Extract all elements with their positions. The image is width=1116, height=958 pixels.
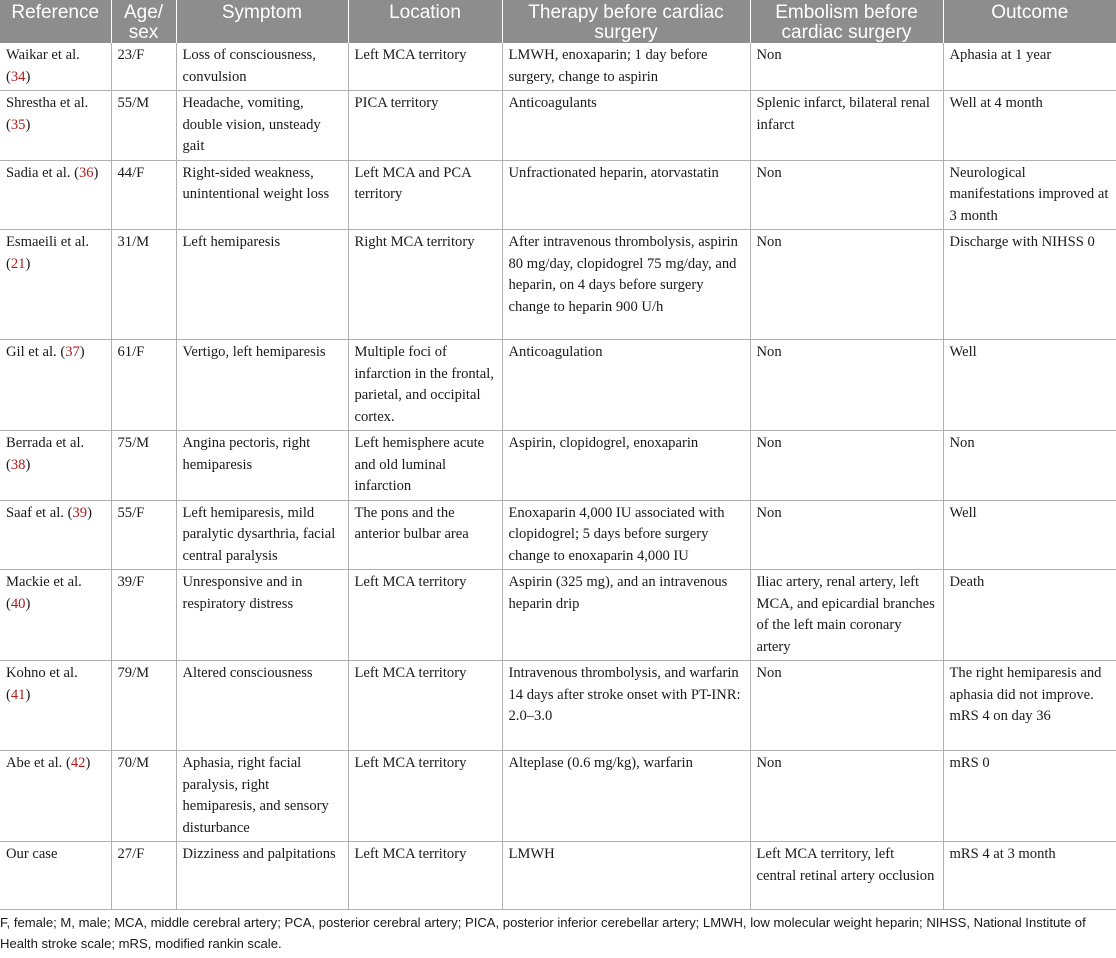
reference-link[interactable]: 35 bbox=[10, 116, 26, 133]
table-row bbox=[0, 431, 1116, 501]
header-reference: Reference bbox=[0, 0, 111, 43]
cell-reference bbox=[0, 160, 111, 230]
cell-location: PICA territory bbox=[348, 91, 502, 161]
cell-outcome: Aphasia at 1 year bbox=[943, 43, 1116, 91]
reference-author: Saaf et al. bbox=[6, 504, 64, 521]
reference-author: Kohno et al. bbox=[6, 665, 78, 681]
cell-therapy: Unfractionated heparin, atorvastatin bbox=[502, 160, 750, 230]
cell-symptom: Loss of consciousness, convulsion bbox=[176, 43, 348, 91]
cell-embolism: Non bbox=[750, 500, 943, 570]
reference-paren-close: ) bbox=[25, 456, 31, 473]
cell-reference bbox=[0, 431, 111, 501]
footnote-line-2: Health stroke scale; mRS, modified rankin scale. bbox=[0, 936, 282, 951]
cell-outcome: mRS 0 bbox=[943, 751, 1116, 842]
cell-symptom: Headache, vomiting, double vision, unsteady gait bbox=[176, 91, 348, 161]
reference-link[interactable]: 37 bbox=[65, 344, 80, 360]
cell-outcome: Well bbox=[943, 500, 1116, 570]
cell-therapy: After intravenous thrombolysis, aspirin 80 mg/day, clopidogrel 75 mg/day, and heparin, on 4 days before surgery change to heparin 900 U/h bbox=[502, 230, 750, 340]
cell-age-sex: 55/M bbox=[111, 91, 176, 161]
cell-therapy: Alteplase (0.6 mg/kg), warfarin bbox=[502, 751, 750, 842]
cell-age-sex: 23/F bbox=[111, 43, 176, 91]
cell-age-sex: 27/F bbox=[111, 842, 176, 910]
cell-reference bbox=[0, 751, 111, 842]
reference-paren-open: ( bbox=[63, 504, 73, 521]
reference-paren-open: ( bbox=[6, 116, 11, 133]
header-age-sex: Age/ sex bbox=[111, 0, 176, 43]
reference-author: Berrada et al. bbox=[6, 435, 85, 451]
reference-paren-close: ) bbox=[87, 504, 92, 521]
reference-link[interactable]: 42 bbox=[70, 755, 86, 771]
cell-outcome: Discharge with NIHSS 0 bbox=[943, 230, 1116, 340]
cell-outcome: mRS 4 at 3 month bbox=[943, 842, 1116, 910]
reference-paren-open: ( bbox=[6, 255, 11, 272]
cell-embolism: Non bbox=[750, 43, 943, 91]
cell-reference bbox=[0, 661, 111, 751]
cell-reference bbox=[0, 500, 111, 570]
header-symptom: Symptom bbox=[176, 0, 348, 43]
reference-paren-close: ) bbox=[85, 755, 91, 771]
cell-age-sex: 79/M bbox=[111, 661, 176, 751]
reference-paren-close: ) bbox=[25, 255, 31, 272]
reference-author: Gil et al. bbox=[6, 344, 57, 360]
cell-therapy: LMWH bbox=[502, 842, 750, 910]
cell-symptom: Vertigo, left hemiparesis bbox=[176, 340, 348, 431]
cell-age-sex: 55/F bbox=[111, 500, 176, 570]
reference-author: Our case bbox=[6, 846, 58, 862]
table-row bbox=[0, 661, 1116, 751]
cell-symptom: Dizziness and palpitations bbox=[176, 842, 348, 910]
cell-location: Left MCA territory bbox=[348, 751, 502, 842]
reference-paren-open: ( bbox=[6, 68, 11, 85]
cell-therapy: Intravenous thrombolysis, and warfarin 14 days after stroke onset with PT-INR: 2.0–3.0 bbox=[502, 661, 750, 751]
reference-link[interactable]: 21 bbox=[10, 255, 26, 272]
cell-age-sex: 70/M bbox=[111, 751, 176, 842]
table-row bbox=[0, 570, 1116, 661]
table-body bbox=[0, 43, 1116, 910]
reference-author: Mackie et al. bbox=[6, 574, 82, 590]
reference-paren-close: ) bbox=[93, 164, 99, 181]
cell-embolism: Non bbox=[750, 340, 943, 431]
cell-therapy: Anticoagulants bbox=[502, 91, 750, 161]
cell-symptom: Left hemiparesis bbox=[176, 230, 348, 340]
cell-age-sex: 75/M bbox=[111, 431, 176, 501]
cell-therapy: Anticoagulation bbox=[502, 340, 750, 431]
cell-age-sex: 61/F bbox=[111, 340, 176, 431]
reference-author: Abe et al. bbox=[6, 755, 63, 771]
cell-location: Left MCA territory bbox=[348, 43, 502, 91]
header-embolism: Embolism before cardiac surgery bbox=[750, 0, 943, 43]
reference-link[interactable]: 41 bbox=[10, 686, 26, 703]
header-outcome: Outcome bbox=[943, 0, 1116, 43]
cell-outcome: The right hemiparesis and aphasia did not improve. mRS 4 on day 36 bbox=[943, 661, 1116, 751]
cell-reference bbox=[0, 340, 111, 431]
reference-paren-open: ( bbox=[6, 456, 11, 473]
table-row bbox=[0, 340, 1116, 431]
cell-symptom: Angina pectoris, right hemiparesis bbox=[176, 431, 348, 501]
cell-age-sex: 39/F bbox=[111, 570, 176, 661]
table-row bbox=[0, 230, 1116, 340]
cell-outcome: Non bbox=[943, 431, 1116, 501]
reference-paren-open: ( bbox=[6, 595, 11, 612]
reference-link[interactable]: 40 bbox=[10, 595, 26, 612]
cell-age-sex: 31/M bbox=[111, 230, 176, 340]
reference-paren-close: ) bbox=[25, 116, 31, 133]
cell-outcome: Death bbox=[943, 570, 1116, 661]
table-row bbox=[0, 842, 1116, 910]
reference-paren-open: ( bbox=[70, 164, 79, 181]
cell-reference bbox=[0, 91, 111, 161]
cell-therapy: Aspirin (325 mg), and an intravenous heparin drip bbox=[502, 570, 750, 661]
cell-embolism: Left MCA territory, left central retinal artery occlusion bbox=[750, 842, 943, 910]
cell-location: The pons and the anterior bulbar area bbox=[348, 500, 502, 570]
cell-outcome: Neurological manifestations improved at 3 month bbox=[943, 160, 1116, 230]
reference-author: Waikar et al. bbox=[6, 47, 80, 63]
reference-author: Esmaeili et al. bbox=[6, 234, 90, 250]
cell-symptom: Unresponsive and in respiratory distress bbox=[176, 570, 348, 661]
cell-location: Left MCA territory bbox=[348, 661, 502, 751]
reference-paren-close: ) bbox=[79, 344, 85, 360]
cell-embolism: Non bbox=[750, 751, 943, 842]
reference-paren-close: ) bbox=[25, 68, 31, 85]
table-row bbox=[0, 43, 1116, 91]
cell-embolism: Splenic infarct, bilateral renal infarct bbox=[750, 91, 943, 161]
reference-link[interactable]: 38 bbox=[10, 456, 26, 473]
reference-paren-open: ( bbox=[62, 755, 71, 771]
cell-embolism: Non bbox=[750, 661, 943, 751]
reference-link[interactable]: 34 bbox=[10, 68, 26, 85]
reference-link[interactable]: 39 bbox=[72, 504, 88, 521]
reference-paren-open: ( bbox=[56, 344, 66, 360]
cell-symptom: Altered consciousness bbox=[176, 661, 348, 751]
cell-location: Right MCA territory bbox=[348, 230, 502, 340]
cell-embolism: Non bbox=[750, 431, 943, 501]
cell-reference bbox=[0, 230, 111, 340]
table-footnote bbox=[0, 912, 1116, 954]
cell-age-sex: 44/F bbox=[111, 160, 176, 230]
cell-therapy: Enoxaparin 4,000 IU associated with clopidogrel; 5 days before surgery change to enoxaparin 4,000 IU bbox=[502, 500, 750, 570]
cell-outcome: Well at 4 month bbox=[943, 91, 1116, 161]
header-location: Location bbox=[348, 0, 502, 43]
cell-symptom: Left hemiparesis, mild paralytic dysarthria, facial central paralysis bbox=[176, 500, 348, 570]
cell-therapy: LMWH, enoxaparin; 1 day before surgery, change to aspirin bbox=[502, 43, 750, 91]
cell-reference bbox=[0, 842, 111, 910]
header-therapy: Therapy before cardiac surgery bbox=[502, 0, 750, 43]
cell-location: Multiple foci of infarction in the frontal, parietal, and occipital cortex. bbox=[348, 340, 502, 431]
cell-embolism: Non bbox=[750, 160, 943, 230]
cell-location: Left MCA territory bbox=[348, 842, 502, 910]
cell-therapy: Aspirin, clopidogrel, enoxaparin bbox=[502, 431, 750, 501]
table-row bbox=[0, 91, 1116, 161]
table-row bbox=[0, 500, 1116, 570]
reference-paren-close: ) bbox=[25, 595, 31, 612]
cell-symptom: Right-sided weakness, unintentional weight loss bbox=[176, 160, 348, 230]
reference-paren-close: ) bbox=[25, 686, 31, 703]
cell-reference bbox=[0, 43, 111, 91]
footnote-line-1: F, female; M, male; MCA, middle cerebral artery; PCA, posterior cerebral artery; PICA, posterior inferior cerebellar artery; LMWH, low molecular weight heparin; NIHSS, National Institute of bbox=[0, 915, 1086, 930]
cell-outcome: Well bbox=[943, 340, 1116, 431]
reference-author: Sadia et al. bbox=[6, 164, 71, 181]
cell-location: Left MCA and PCA territory bbox=[348, 160, 502, 230]
table-row bbox=[0, 160, 1116, 230]
header-row bbox=[0, 0, 1116, 43]
reference-paren-open: ( bbox=[6, 686, 11, 703]
reference-link[interactable]: 36 bbox=[78, 164, 94, 181]
table-row bbox=[0, 751, 1116, 842]
cell-symptom: Aphasia, right facial paralysis, right hemiparesis, and sensory disturbance bbox=[176, 751, 348, 842]
cell-location: Left hemisphere acute and old luminal infarction bbox=[348, 431, 502, 501]
cell-embolism: Iliac artery, renal artery, left MCA, and epicardial branches of the left main coronary artery bbox=[750, 570, 943, 661]
reference-author: Shrestha et al. bbox=[6, 95, 89, 111]
cell-embolism: Non bbox=[750, 230, 943, 340]
cell-reference bbox=[0, 570, 111, 661]
cell-location: Left MCA territory bbox=[348, 570, 502, 661]
